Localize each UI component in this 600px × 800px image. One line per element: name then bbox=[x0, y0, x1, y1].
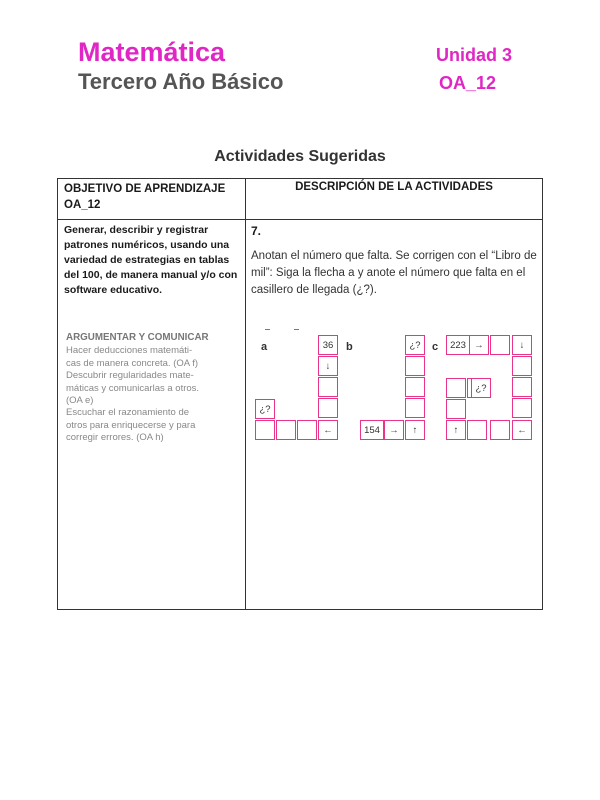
skill-line: Hacer deducciones matemáti- bbox=[66, 345, 193, 357]
puzzle-c-cell: ↑ bbox=[446, 420, 466, 440]
skill-line: Descubrir regularidades mate- bbox=[66, 370, 194, 382]
puzzle-a-cell bbox=[318, 377, 338, 397]
objective-header-line1: OBJETIVO DE APRENDIZAJE bbox=[64, 183, 226, 195]
activity-description: Anotan el número que falta. Se corrigen con el “Libro de mil”: Siga la flecha a y anote el número que falta en el casillero de llegada (¿?). bbox=[251, 250, 537, 296]
puzzle-a-cell: ↓ bbox=[318, 356, 338, 376]
grade-title: Tercero Año Básico bbox=[78, 69, 284, 94]
puzzle-c-cell bbox=[512, 377, 532, 397]
column-divider bbox=[245, 179, 246, 609]
puzzle-c-cell-extra bbox=[490, 420, 510, 440]
puzzle-a-cell bbox=[276, 420, 296, 440]
puzzle-b-cell: 154 bbox=[360, 420, 384, 440]
oa-code-label: OA_12 bbox=[439, 73, 497, 93]
skills-title: ARGUMENTAR Y COMUNICAR bbox=[66, 332, 209, 343]
puzzle-c-cell-extra bbox=[467, 420, 487, 440]
puzzle-b-cell bbox=[405, 356, 425, 376]
puzzle-b-cell: → bbox=[384, 420, 404, 440]
activity-number: 7. bbox=[251, 224, 262, 238]
puzzle-c-cell bbox=[490, 335, 510, 355]
puzzle-a-cell bbox=[318, 398, 338, 418]
skill-line: cas de manera concreta. (OA f) bbox=[66, 357, 199, 369]
puzzle-a-cell bbox=[297, 420, 317, 440]
puzzle-c-label: c bbox=[432, 341, 439, 353]
puzzle-c-cell bbox=[512, 398, 532, 418]
header-divider bbox=[58, 219, 542, 220]
puzzle-c-cell bbox=[446, 399, 466, 419]
skill-line: Escuchar el razonamiento de bbox=[66, 407, 190, 419]
puzzle-a-cell: 36 bbox=[318, 335, 338, 355]
decor-mark bbox=[265, 329, 270, 330]
subject-title: Matemática bbox=[78, 37, 226, 67]
puzzle-a-cell bbox=[255, 378, 275, 398]
puzzle-b-cell bbox=[405, 377, 425, 397]
skill-line: máticas y comunicarlas a otros. bbox=[66, 382, 200, 394]
puzzle-a-cell: ¿? bbox=[255, 399, 275, 419]
puzzle-c-cell: → bbox=[469, 335, 489, 355]
section-heading: Actividades Sugeridas bbox=[214, 148, 386, 165]
unit-label: Unidad 3 bbox=[436, 45, 513, 65]
puzzle-b-cell bbox=[405, 398, 425, 418]
decor-mark bbox=[294, 329, 299, 330]
puzzle-a-cell bbox=[255, 420, 275, 440]
puzzle-b-cell: ↑ bbox=[405, 420, 425, 440]
skill-line: corregir errores. (OA h) bbox=[66, 432, 164, 444]
objective-text: Generar, describir y registrar patrones numéricos, usando una variedad de estrategias en tablas del 100, de manera manual y/o con software educativo. bbox=[64, 224, 238, 296]
puzzle-c-cell: ← bbox=[512, 420, 532, 440]
skills-box bbox=[66, 332, 238, 445]
objective-header bbox=[64, 181, 240, 213]
puzzle-a-label: a bbox=[261, 341, 268, 353]
puzzle-c-cell: ¿? bbox=[471, 378, 491, 398]
description-header: DESCRIPCIÓN DE LA ACTIVIDADES bbox=[295, 181, 493, 193]
puzzle-b-label: b bbox=[346, 341, 353, 353]
puzzle-b-cell: ¿? bbox=[405, 335, 425, 355]
objective-header-line2: OA_12 bbox=[64, 199, 101, 211]
puzzle-c-cell bbox=[446, 378, 466, 398]
skill-line: (OA e) bbox=[66, 395, 94, 407]
puzzle-c-cell bbox=[512, 356, 532, 376]
skill-line: otros para enriquecerse y para bbox=[66, 419, 196, 431]
puzzle-a-cell: ← bbox=[318, 420, 338, 440]
puzzle-c-cell: ↓ bbox=[512, 335, 532, 355]
puzzle-c-cell: 223 bbox=[446, 335, 470, 355]
